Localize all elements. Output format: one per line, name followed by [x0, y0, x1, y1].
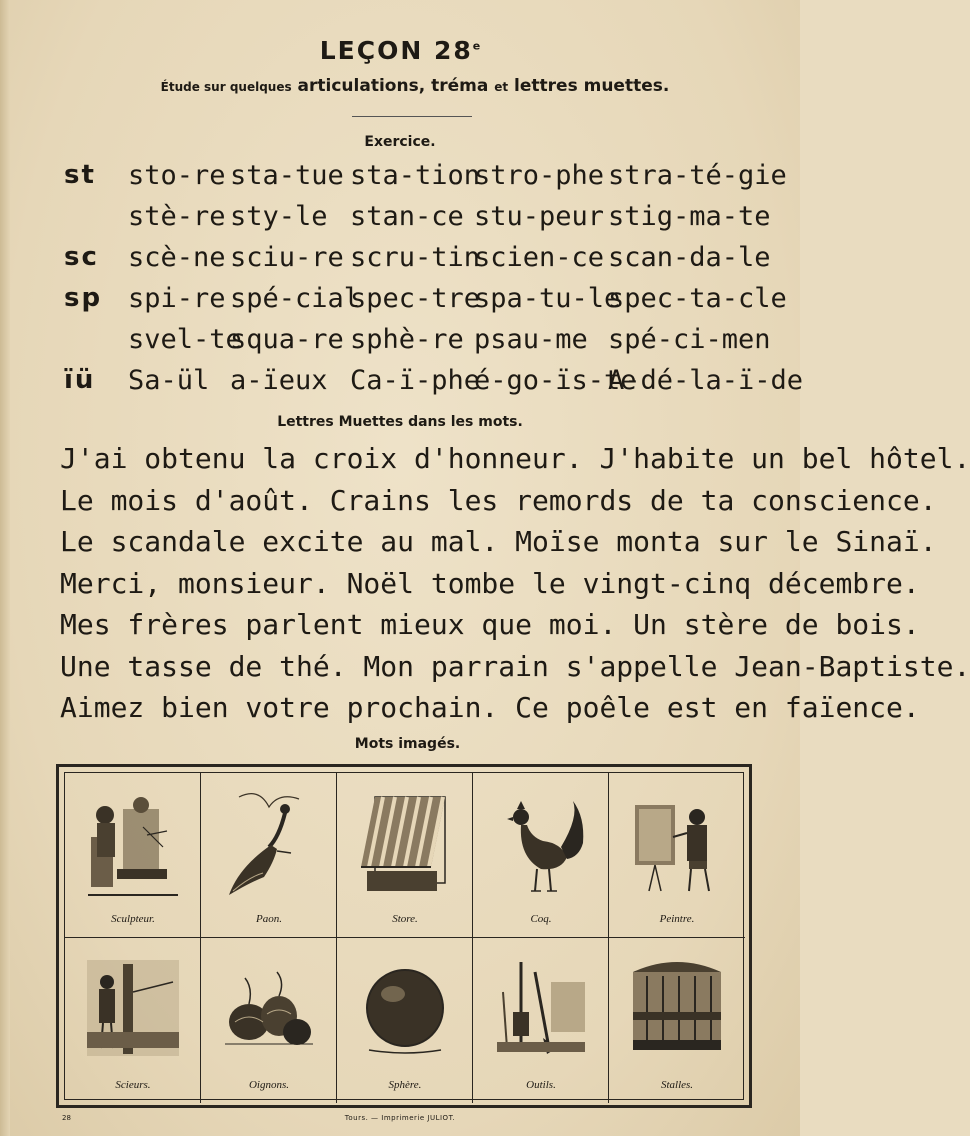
- image-grid-frame: [56, 764, 752, 1108]
- image-caption: Paon.: [256, 913, 282, 925]
- syllable-word: svel-te: [128, 324, 242, 355]
- exercise-row: [60, 365, 804, 405]
- peacock-illustration: [219, 787, 319, 905]
- row-label: sp: [64, 283, 103, 313]
- syllable-word: Ca-ï-phe: [350, 365, 481, 396]
- image-caption: Outils.: [526, 1079, 556, 1091]
- subtitle-part-a: Étude sur quelques: [160, 80, 292, 94]
- divider-rule: [352, 116, 472, 117]
- image-caption: Scieurs.: [115, 1079, 151, 1091]
- syllable-word: spé-cial: [230, 283, 361, 314]
- sentence-line: Mes frères parlent mieux que moi. Un stère de bois.: [60, 608, 920, 641]
- lesson-title: [0, 36, 800, 65]
- syllable-word: sto-re: [128, 160, 226, 191]
- row-label: st: [64, 160, 96, 190]
- exercise-row: [60, 201, 780, 241]
- image-cell-stalles: [609, 938, 745, 1103]
- painter-illustration: [627, 787, 727, 905]
- syllable-word: sciu-re: [230, 242, 344, 273]
- images-label: Mots imagés.: [354, 736, 461, 752]
- syllable-word: squa-re: [230, 324, 344, 355]
- sculptor-illustration: [83, 787, 183, 905]
- image-cell-paon: [201, 773, 337, 938]
- awning-illustration: [355, 787, 455, 905]
- stalls-illustration: [627, 952, 727, 1070]
- subtitle-part-d: tréma: [431, 76, 489, 96]
- exercise-row: [60, 324, 780, 364]
- exercise-row: [60, 242, 780, 282]
- lesson-subtitle: [0, 76, 830, 96]
- lesson-title-sup: e: [472, 39, 481, 53]
- printer-imprint: Tours. — Imprimerie JULIOT.: [344, 1114, 456, 1122]
- image-cell-sculpteur: [65, 773, 201, 938]
- syllable-word: sty-le: [230, 201, 328, 232]
- syllable-word: é-go-ïs-te: [474, 365, 637, 396]
- row-label: sc: [64, 242, 99, 272]
- exercise-label: Exercice.: [364, 134, 436, 150]
- image-caption: Sphère.: [388, 1079, 422, 1091]
- image-caption: Stalles.: [660, 1079, 694, 1091]
- exercise-row: [60, 160, 787, 200]
- sentence-line: Une tasse de thé. Mon parrain s'appelle Jean-Baptiste.: [60, 649, 970, 683]
- syllable-word: stig-ma-te: [608, 201, 771, 232]
- image-caption: Sculpteur.: [111, 913, 155, 925]
- syllable-word: stu-peur: [474, 201, 605, 232]
- syllable-word: sta-tion: [350, 160, 481, 191]
- muettes-label: Lettres Muettes dans les mots.: [277, 414, 523, 430]
- syllable-word: sphè-re: [350, 324, 464, 355]
- sphere-illustration: [355, 952, 455, 1070]
- syllable-word: Sa-ül: [128, 365, 210, 396]
- image-cell-oignons: [201, 938, 337, 1103]
- image-grid: [64, 772, 744, 1100]
- syllable-word: spé-ci-men: [608, 324, 771, 355]
- sentences-block: [60, 438, 970, 729]
- image-caption: Peintre.: [659, 913, 695, 925]
- row-label: ïü: [64, 365, 96, 395]
- sentence-line: Aimez bien votre prochain. Ce poêle est en faïence.: [60, 691, 920, 724]
- sawyers-illustration: [83, 952, 183, 1070]
- sentence-line: J'ai obtenu la croix d'honneur. J'habite un bel hôtel.: [60, 442, 970, 475]
- syllable-word: spec-ta-cle: [608, 283, 787, 314]
- image-cell-sphere: [337, 938, 473, 1103]
- tools-illustration: [491, 952, 591, 1070]
- sentence-line: Le mois d'août. Crains les remords de ta conscience.: [60, 483, 937, 517]
- image-cell-scieurs: [65, 938, 201, 1103]
- syllable-word: stan-ce: [350, 201, 464, 232]
- syllable-word: spec-tre: [350, 283, 481, 314]
- image-cell-outils: [473, 938, 609, 1103]
- exercise-row: [60, 283, 787, 323]
- syllable-word: a-ïeux: [230, 365, 328, 396]
- syllable-word: stra-té-gie: [608, 160, 787, 191]
- binding-edge: [0, 0, 10, 1136]
- image-cell-peintre: [609, 773, 745, 938]
- lesson-title-text: LEÇON 28: [319, 36, 473, 65]
- syllable-word: scè-ne: [128, 242, 226, 273]
- sentence-line: Merci, monsieur. Noël tombe le vingt-cinq décembre.: [60, 566, 920, 600]
- subtitle-part-f: lettres muettes.: [514, 76, 670, 96]
- sentence-line: Le scandale excite au mal. Moïse monta sur le Sinaï.: [60, 525, 937, 558]
- syllable-word: scan-da-le: [608, 242, 771, 273]
- subtitle-part-c: ,: [418, 76, 426, 96]
- syllable-word: A-dé-la-ï-de: [608, 365, 804, 396]
- onions-illustration: [219, 952, 319, 1070]
- image-caption: Oignons.: [248, 1079, 290, 1091]
- syllable-word: stè-re: [128, 201, 226, 232]
- syllable-word: stro-phe: [474, 160, 605, 191]
- syllable-word: scru-tin: [350, 242, 481, 273]
- image-cell-store: [337, 773, 473, 938]
- syllable-word: scien-ce: [474, 242, 605, 273]
- syllable-word: psau-me: [474, 324, 588, 355]
- syllable-word: spi-re: [128, 283, 226, 314]
- image-caption: Coq.: [530, 913, 552, 925]
- page-number: 28: [62, 1114, 71, 1122]
- syllable-word: spa-tu-le: [474, 283, 621, 314]
- image-cell-coq: [473, 773, 609, 938]
- subtitle-part-e: et: [494, 80, 509, 94]
- subtitle-part-b: articulations: [297, 76, 419, 96]
- syllable-word: sta-tue: [230, 160, 344, 191]
- image-caption: Store.: [392, 913, 418, 925]
- rooster-illustration: [491, 787, 591, 905]
